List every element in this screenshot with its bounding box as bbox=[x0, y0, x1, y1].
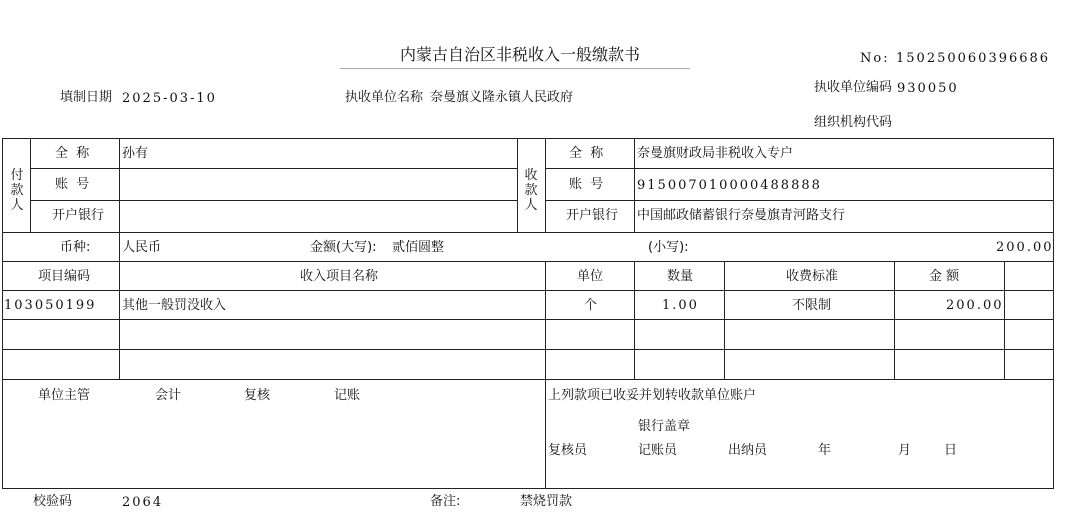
payee-name: 奈曼旗财政局非税收入专户 bbox=[637, 146, 794, 161]
currency-label: 币种: bbox=[60, 240, 91, 255]
doc-number: 150250060396686 bbox=[896, 51, 1051, 66]
grid-line bbox=[119, 138, 120, 232]
payee-bank-label: 开户银行 bbox=[566, 208, 619, 223]
grid-line bbox=[634, 261, 635, 379]
header-unit: 单位 bbox=[577, 269, 604, 284]
amount-upper-label: 金额(大写): bbox=[310, 240, 377, 255]
bank-cashier: 出纳员 bbox=[728, 443, 768, 458]
remark: 禁烧罚款 bbox=[520, 494, 573, 509]
grid-line bbox=[545, 168, 1054, 169]
grid-line bbox=[2, 261, 1054, 262]
grid-line bbox=[2, 138, 1054, 139]
item-unit: 个 bbox=[584, 298, 598, 313]
grid-line bbox=[2, 379, 1054, 380]
collector-name-label: 执收单位名称 bbox=[345, 90, 424, 105]
payee-side-label: 收款人 bbox=[524, 168, 538, 213]
doc-number-label: No: bbox=[860, 51, 890, 66]
sig-supervisor: 单位主管 bbox=[38, 388, 91, 403]
payer-name: 孙有 bbox=[122, 146, 149, 161]
payee-account-label: 账 号 bbox=[569, 177, 604, 192]
grid-line bbox=[545, 200, 1054, 201]
grid-line bbox=[2, 138, 3, 488]
item-code: 103050199 bbox=[4, 298, 97, 313]
header-item-code: 项目编码 bbox=[38, 269, 91, 284]
grid-line bbox=[2, 232, 1054, 233]
item-quantity: 1.00 bbox=[662, 298, 699, 313]
grid-line bbox=[2, 290, 1054, 291]
grid-line bbox=[1004, 261, 1005, 379]
grid-line bbox=[119, 261, 120, 379]
header-quantity: 数量 bbox=[667, 269, 694, 284]
payer-bank-label: 开户银行 bbox=[52, 208, 105, 223]
grid-line bbox=[2, 319, 1054, 320]
bank-bookkeeper: 记账员 bbox=[638, 443, 678, 458]
header-item-name: 收入项目名称 bbox=[300, 269, 379, 284]
payee-name-label: 全 称 bbox=[569, 146, 604, 161]
grid-line bbox=[30, 138, 31, 232]
item-name: 其他一般罚没收入 bbox=[122, 298, 227, 313]
sig-bookkeeper: 记账 bbox=[334, 388, 361, 403]
grid-line bbox=[30, 168, 517, 169]
grid-line bbox=[545, 138, 546, 232]
collector-name: 奈曼旗义隆永镇人民政府 bbox=[430, 90, 574, 105]
amount-upper: 贰佰圆整 bbox=[392, 240, 445, 255]
currency-value: 人民币 bbox=[122, 240, 162, 255]
grid-line bbox=[2, 349, 1054, 350]
amount-lower: 200.00 bbox=[996, 240, 1054, 255]
header-standard: 收费标准 bbox=[786, 269, 839, 284]
fill-date-label: 填制日期 bbox=[60, 90, 113, 105]
check-code: 2064 bbox=[122, 495, 164, 510]
grid-line bbox=[634, 138, 635, 232]
check-code-label: 校验码 bbox=[33, 494, 73, 509]
grid-line bbox=[517, 138, 518, 232]
grid-line bbox=[1053, 138, 1054, 488]
org-code-label: 组织机构代码 bbox=[814, 115, 893, 130]
payer-name-label: 全 称 bbox=[55, 146, 90, 161]
grid-line bbox=[545, 261, 546, 488]
payer-account-label: 账 号 bbox=[55, 177, 90, 192]
amount-lower-label: (小写): bbox=[648, 240, 689, 255]
payee-account: 915007010000488888 bbox=[637, 178, 822, 193]
title-underline bbox=[340, 68, 690, 69]
document-title: 内蒙古自治区非税收入一般缴款书 bbox=[400, 45, 641, 64]
grid-line bbox=[2, 488, 1054, 489]
payer-side-label: 付款人 bbox=[10, 168, 24, 213]
sig-reviewer: 复核 bbox=[244, 388, 271, 403]
bank-seal: 银行盖章 bbox=[638, 419, 691, 434]
grid-line bbox=[894, 261, 895, 379]
bank-reviewer: 复核员 bbox=[548, 443, 588, 458]
sig-accountant: 会计 bbox=[155, 388, 182, 403]
payee-bank: 中国邮政储蓄银行奈曼旗青河路支行 bbox=[637, 208, 846, 223]
date-day: 日 bbox=[944, 443, 958, 458]
grid-line bbox=[30, 200, 517, 201]
grid-line bbox=[119, 232, 120, 261]
header-amount: 金 额 bbox=[929, 269, 960, 284]
fill-date: 2025-03-10 bbox=[122, 91, 217, 106]
bank-note: 上列款项已收妥并划转收款单位账户 bbox=[548, 388, 757, 403]
date-year: 年 bbox=[818, 443, 832, 458]
collector-code: 930050 bbox=[897, 81, 959, 96]
grid-line bbox=[724, 261, 725, 379]
remark-label: 备注: bbox=[430, 494, 461, 509]
collector-code-label: 执收单位编码 bbox=[814, 80, 893, 95]
date-month: 月 bbox=[898, 443, 912, 458]
item-standard: 不限制 bbox=[792, 298, 832, 313]
item-amount: 200.00 bbox=[946, 298, 1004, 313]
